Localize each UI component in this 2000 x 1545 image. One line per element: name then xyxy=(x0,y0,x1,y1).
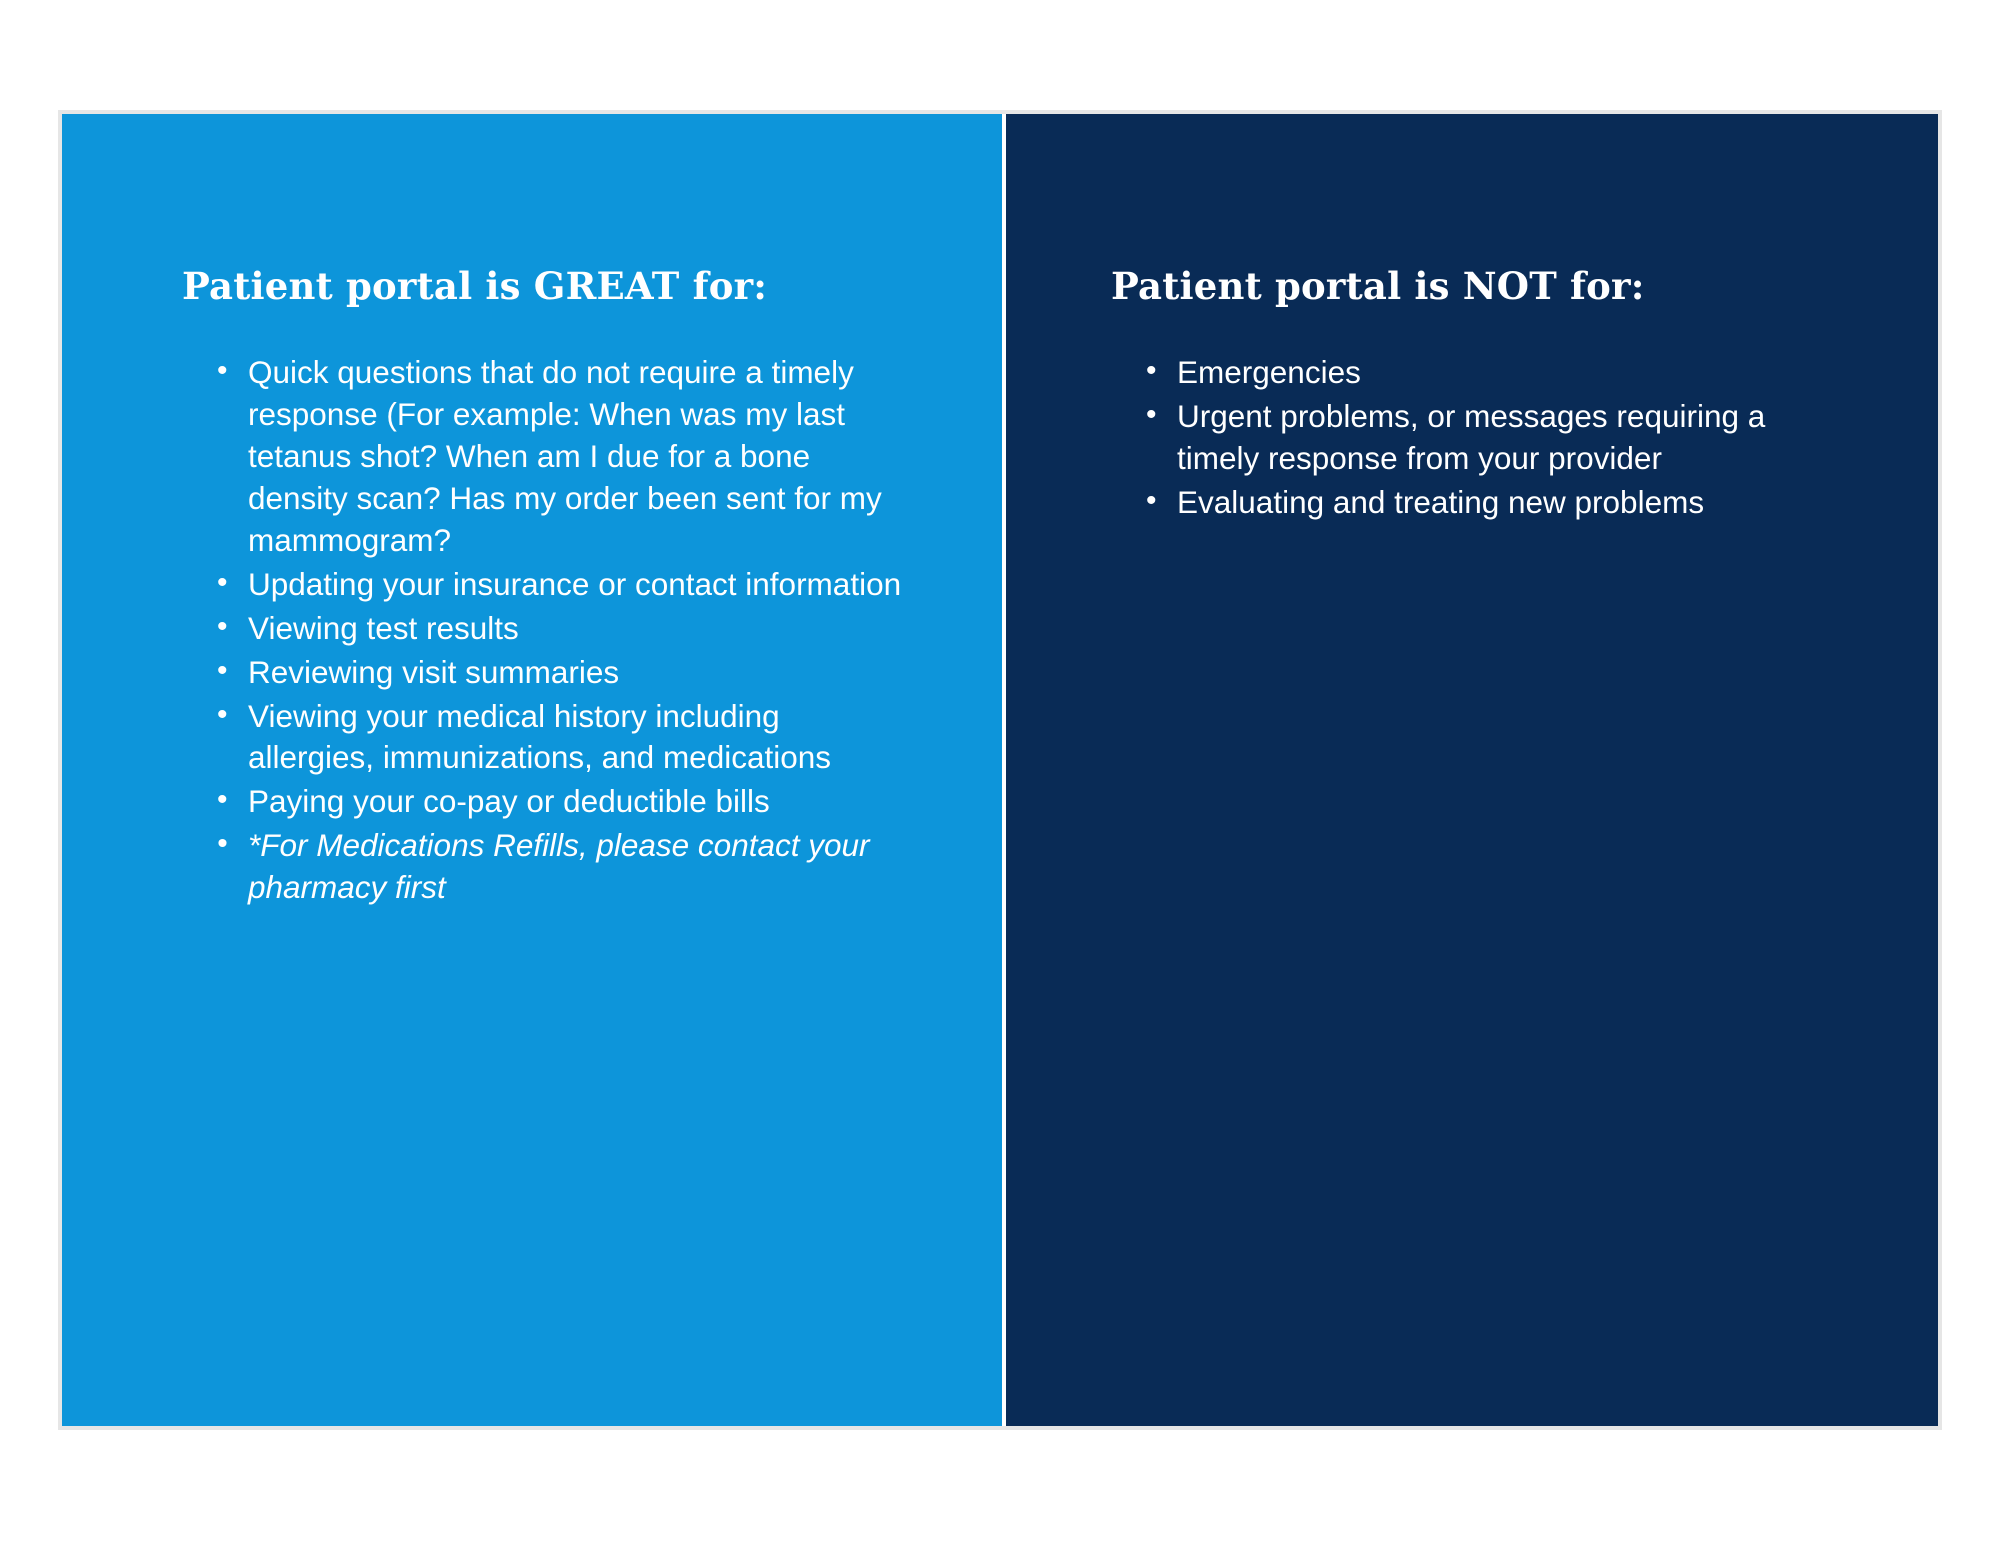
list-item: • Emergencies xyxy=(1177,352,1817,394)
comparison-slide xyxy=(58,110,1942,1430)
right-panel-title: Patient portal is NOT for: xyxy=(1111,264,1645,308)
panel-patient-portal-great-for xyxy=(62,114,1006,1426)
list-item: • Urgent problems, or messages requiring a timely response from your provider xyxy=(1177,396,1817,480)
right-panel-content xyxy=(1006,114,1938,524)
list-item: • Evaluating and treating new problems xyxy=(1177,482,1817,524)
list-item: • Reviewing visit summaries xyxy=(248,652,908,694)
list-item: • Quick questions that do not require a timely response (For example: When was my last tetanus shot? When am I due for a bone density scan? Has my order been sent for my mammogram? xyxy=(248,352,908,561)
panel-patient-portal-not-for xyxy=(1006,114,1938,1426)
list-item: • Paying your co-pay or deductible bills xyxy=(248,781,908,823)
left-panel-title: Patient portal is GREAT for: xyxy=(182,264,768,308)
list-item-note: • *For Medications Refills, please contact your pharmacy first xyxy=(248,825,908,909)
left-panel-content xyxy=(62,114,1002,909)
list-item: • Viewing your medical history including allergies, immunizations, and medications xyxy=(248,696,908,780)
list-item: • Updating your insurance or contact information xyxy=(248,564,908,606)
left-panel-bullet-list xyxy=(182,352,1002,909)
list-item: • Viewing test results xyxy=(248,608,908,650)
right-panel-bullet-list xyxy=(1111,352,1938,524)
